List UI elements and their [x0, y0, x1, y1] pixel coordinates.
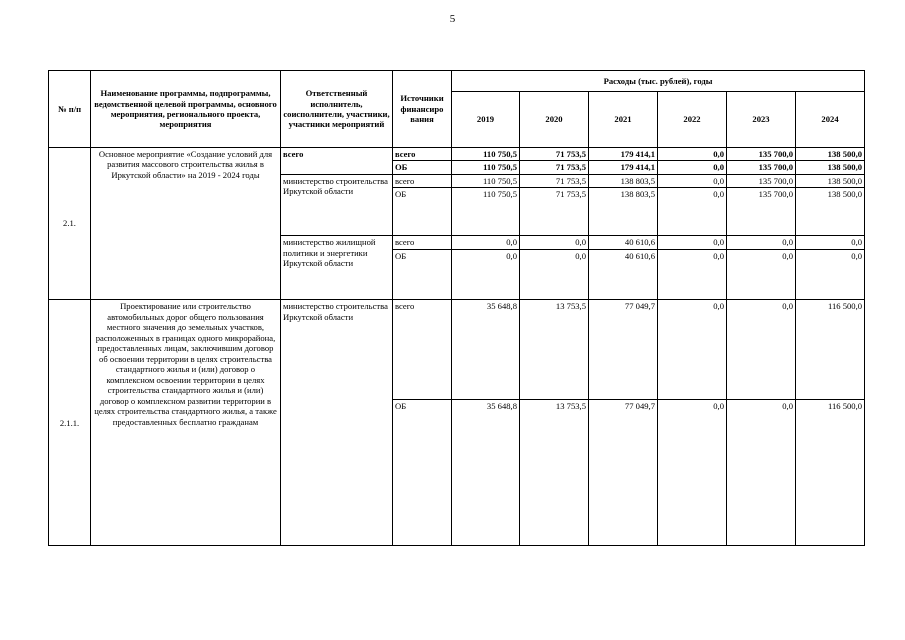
measure-name: Основное мероприятие «Создание условий для развития массового строительства жилья в Иркутской области» на 2019 - 2024 годы [91, 148, 281, 300]
source-cell: всего [393, 148, 452, 161]
executor-cell: министерство строительства Иркутской области [281, 174, 393, 235]
header-executor: Ответственный исполнитель, соисполнители, участники, участники мероприятий [281, 71, 393, 148]
value-cell: 116 500,0 [796, 400, 865, 546]
value-cell: 0,0 [727, 250, 796, 300]
year-2024: 2024 [796, 92, 865, 148]
value-cell: 0,0 [796, 236, 865, 250]
value-cell: 0,0 [727, 400, 796, 546]
value-cell: 0,0 [658, 188, 727, 236]
value-cell: 0,0 [658, 174, 727, 187]
value-cell: 0,0 [658, 250, 727, 300]
row-number: 2.1. [49, 148, 91, 300]
value-cell: 135 700,0 [727, 188, 796, 236]
budget-table [48, 70, 865, 546]
value-cell: 0,0 [520, 250, 589, 300]
value-cell: 0,0 [658, 300, 727, 400]
value-cell: 135 700,0 [727, 161, 796, 174]
source-cell: всего [393, 300, 452, 400]
source-cell: ОБ [393, 250, 452, 300]
value-cell: 138 500,0 [796, 161, 865, 174]
value-cell: 35 648,8 [452, 300, 520, 400]
value-cell: 179 414,1 [589, 148, 658, 161]
value-cell: 77 049,7 [589, 400, 658, 546]
year-2019: 2019 [452, 92, 520, 148]
value-cell: 0,0 [658, 400, 727, 546]
value-cell: 138 803,5 [589, 174, 658, 187]
value-cell: 0,0 [520, 236, 589, 250]
source-cell: ОБ [393, 161, 452, 174]
value-cell: 0,0 [727, 236, 796, 250]
value-cell: 110 750,5 [452, 148, 520, 161]
value-cell: 71 753,5 [520, 161, 589, 174]
year-2022: 2022 [658, 92, 727, 148]
value-cell: 0,0 [727, 300, 796, 400]
page-number: 5 [449, 13, 456, 25]
source-cell: ОБ [393, 400, 452, 546]
value-cell: 179 414,1 [589, 161, 658, 174]
value-cell: 13 753,5 [520, 300, 589, 400]
header-expenses: Расходы (тыс. рублей), годы [452, 71, 865, 92]
value-cell: 35 648,8 [452, 400, 520, 546]
header-name: Наименование программы, подпрограммы, ведомственной целевой программы, основного мероприятия, регионального проекта, мероприятия [91, 71, 281, 148]
table-row [49, 300, 865, 400]
table-row [49, 148, 865, 161]
row-number: 2.1.1. [49, 300, 91, 546]
value-cell: 138 500,0 [796, 188, 865, 236]
value-cell: 71 753,5 [520, 174, 589, 187]
executor-cell: министерство жилищной политики и энергетики Иркутской области [281, 236, 393, 300]
value-cell: 0,0 [658, 161, 727, 174]
header-row [49, 71, 865, 92]
value-cell: 135 700,0 [727, 148, 796, 161]
value-cell: 110 750,5 [452, 161, 520, 174]
year-2020: 2020 [520, 92, 589, 148]
value-cell: 40 610,6 [589, 236, 658, 250]
value-cell: 0,0 [452, 250, 520, 300]
value-cell: 13 753,5 [520, 400, 589, 546]
value-cell: 0,0 [452, 236, 520, 250]
source-cell: всего [393, 174, 452, 187]
value-cell: 0,0 [658, 148, 727, 161]
value-cell: 116 500,0 [796, 300, 865, 400]
value-cell: 138 500,0 [796, 174, 865, 187]
value-cell: 71 753,5 [520, 188, 589, 236]
header-source: Источники финансиро вания [393, 71, 452, 148]
value-cell: 110 750,5 [452, 188, 520, 236]
total-label: всего [281, 148, 393, 175]
header-no: № п/п [49, 71, 91, 148]
value-cell: 0,0 [658, 236, 727, 250]
value-cell: 77 049,7 [589, 300, 658, 400]
measure-name: Проектирование или строительство автомобильных дорог общего пользования местного значения до земельных участков, расположенных в границах одного микрорайона, предоставленных лицам, заключившим договор об освоении территории в целях строительства стандартного жилья и (или) договор о комплексном освоении территории в целях строительства стандартного жилья и (или) договор о комплексном развитии территории в целях строительства стандартного жилья, а также предоставленных бесплатно гражданам [91, 300, 281, 546]
executor-cell: министерство строительства Иркутской области [281, 300, 393, 546]
value-cell: 138 500,0 [796, 148, 865, 161]
value-cell: 135 700,0 [727, 174, 796, 187]
value-cell: 0,0 [796, 250, 865, 300]
value-cell: 71 753,5 [520, 148, 589, 161]
source-cell: всего [393, 236, 452, 250]
value-cell: 110 750,5 [452, 174, 520, 187]
value-cell: 40 610,6 [589, 250, 658, 300]
value-cell: 138 803,5 [589, 188, 658, 236]
year-2021: 2021 [589, 92, 658, 148]
source-cell: ОБ [393, 188, 452, 236]
year-2023: 2023 [727, 92, 796, 148]
